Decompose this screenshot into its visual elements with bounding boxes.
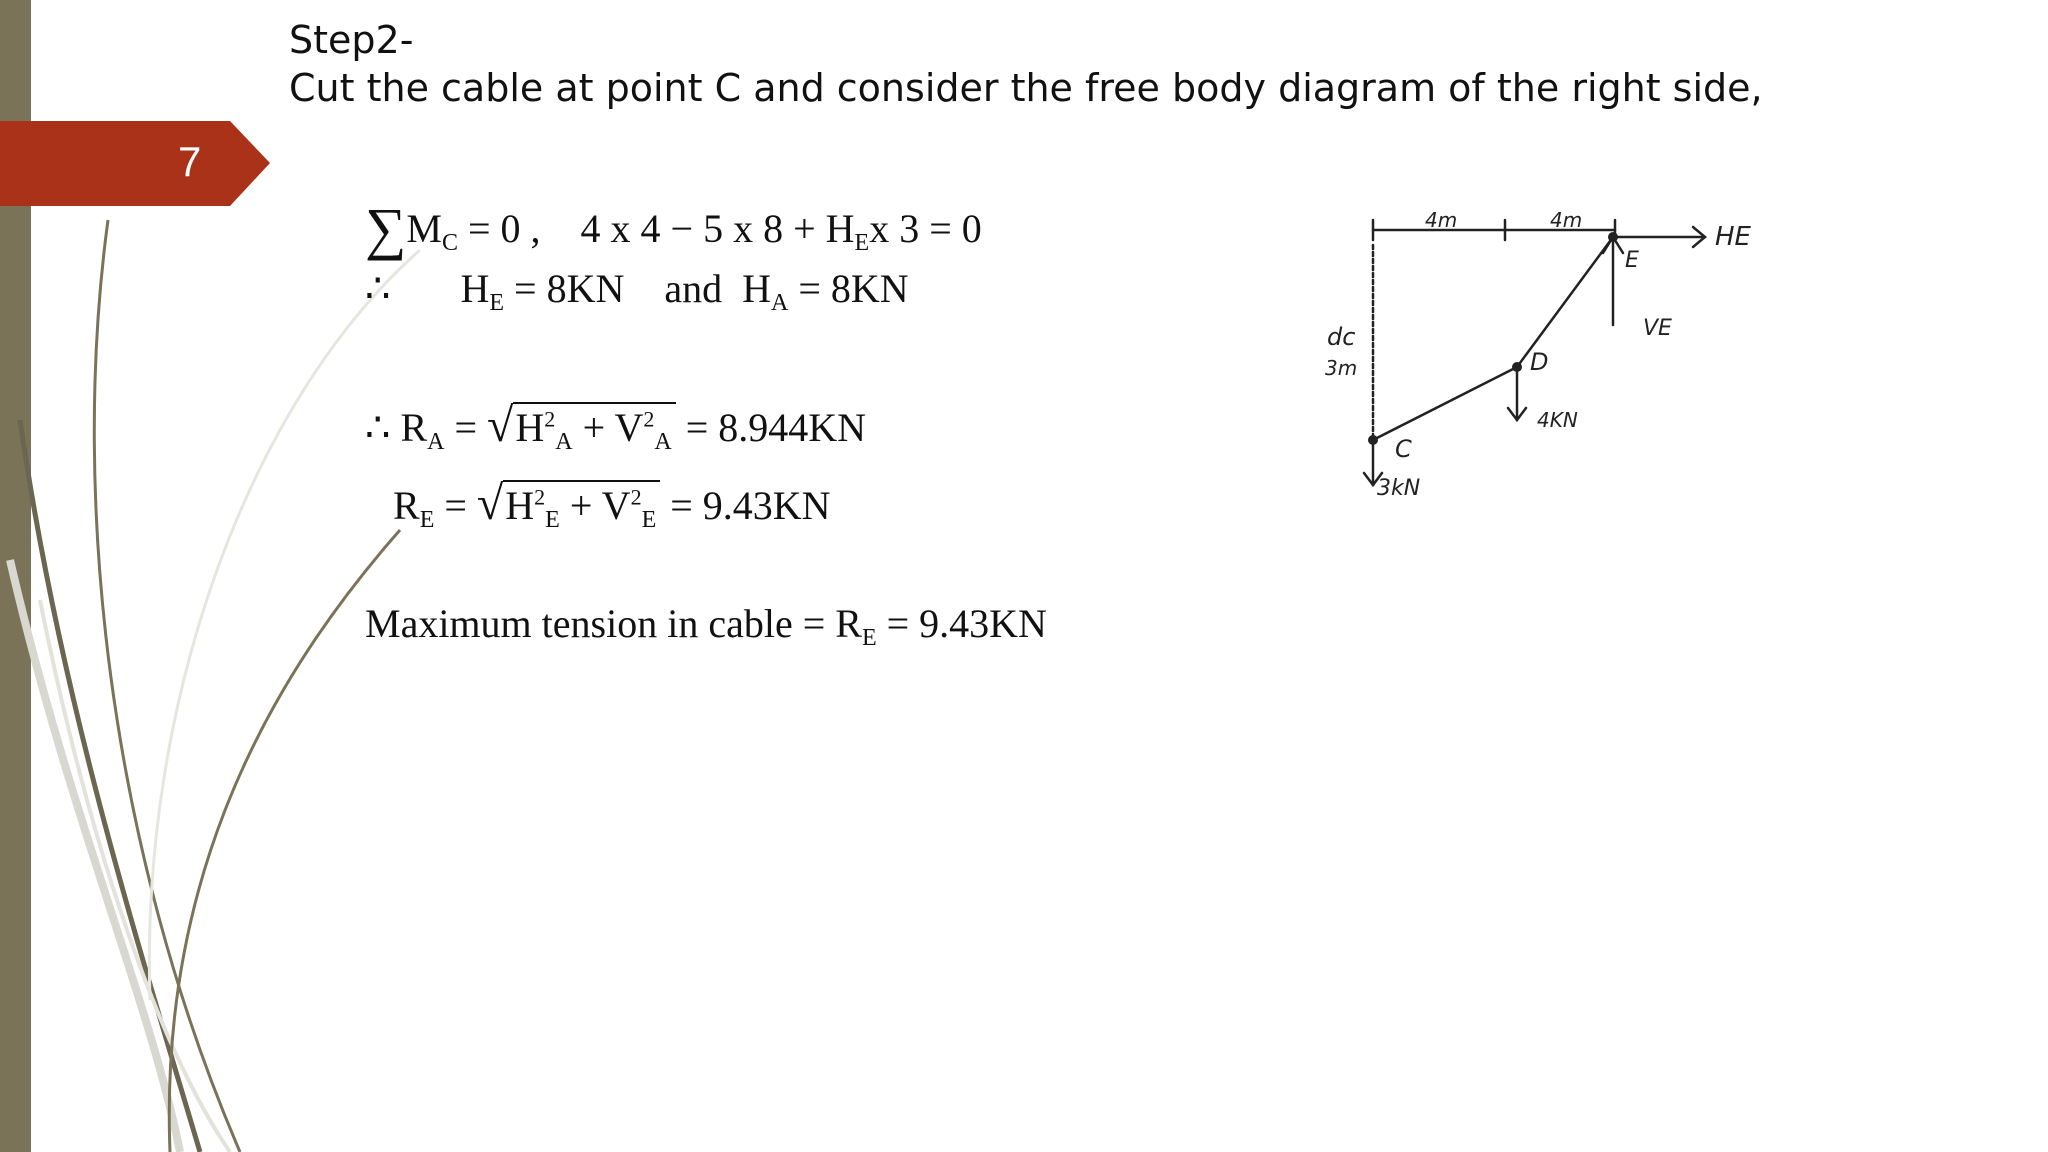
ra-equation	[365, 398, 866, 456]
ra-radicand: $H^2_A + V^2_A$	[513, 402, 675, 456]
therefore-symbol: ∴	[365, 266, 391, 311]
he-symbol: H	[460, 266, 490, 311]
4kn-label: 4KN	[1537, 408, 1578, 432]
moment-symbol: M	[406, 206, 442, 251]
moment-rhs: 4 x 4 − 5 x 8 + H	[580, 206, 855, 251]
radical-symbol: √	[487, 399, 514, 452]
radical-symbol: √	[476, 477, 504, 530]
d-label: D	[1530, 348, 1549, 376]
ra-symbol: ∴ R	[365, 405, 428, 450]
he-label: HE	[1715, 222, 1751, 252]
step-heading: Step2-	[289, 18, 414, 62]
re-equals: =	[434, 483, 477, 528]
max-tension-subscript: E	[861, 625, 877, 651]
max-tension-text: Maximum tension in cable = R	[365, 601, 862, 646]
step-description: Cut the cable at point C and consider the free body diagram of the right side,	[289, 66, 1763, 110]
max-tension-equation	[365, 600, 1047, 652]
max-tension-result: = 9.43KN	[876, 601, 1047, 646]
moment-equals: = 0 ,	[457, 206, 541, 251]
he-subscript: E	[489, 290, 505, 316]
sigma-symbol: ∑	[365, 196, 407, 261]
slide-number-tab	[0, 121, 270, 206]
moment-equation	[365, 195, 982, 262]
ra-subscript: A	[427, 429, 445, 455]
re-equation	[393, 476, 831, 534]
dim-left-label: 4m	[1425, 208, 1458, 232]
horizontal-reactions	[365, 265, 909, 317]
dim-right-label: 4m	[1550, 208, 1583, 232]
ha-symbol: H	[742, 266, 772, 311]
re-subscript: E	[419, 507, 435, 533]
ha-subscript: A	[771, 290, 789, 316]
ra-result: = 8.944KN	[675, 405, 867, 450]
re-result: = 9.43KN	[660, 483, 831, 528]
re-radicand: $H^2_E + V^2_E$	[503, 480, 660, 534]
ra-equals: =	[444, 405, 488, 450]
free-body-diagram	[1305, 195, 1765, 525]
and-word: and	[664, 266, 723, 311]
he-value: = 8KN	[504, 266, 625, 311]
moment-rhs-end: x 3 = 0	[869, 206, 982, 251]
c-label: C	[1395, 435, 1412, 463]
moment-subscript: C	[441, 230, 458, 256]
3kn-label: 3kN	[1377, 476, 1421, 501]
e-label: E	[1625, 248, 1639, 273]
dc-label: dc	[1327, 323, 1356, 351]
ha-value: = 8KN	[788, 266, 909, 311]
re-symbol: R	[393, 483, 420, 528]
slide-number: 7	[178, 138, 202, 185]
ve-label: VE	[1643, 316, 1672, 341]
moment-rhs-subscript: E	[854, 230, 870, 256]
3m-label: 3m	[1325, 356, 1358, 380]
